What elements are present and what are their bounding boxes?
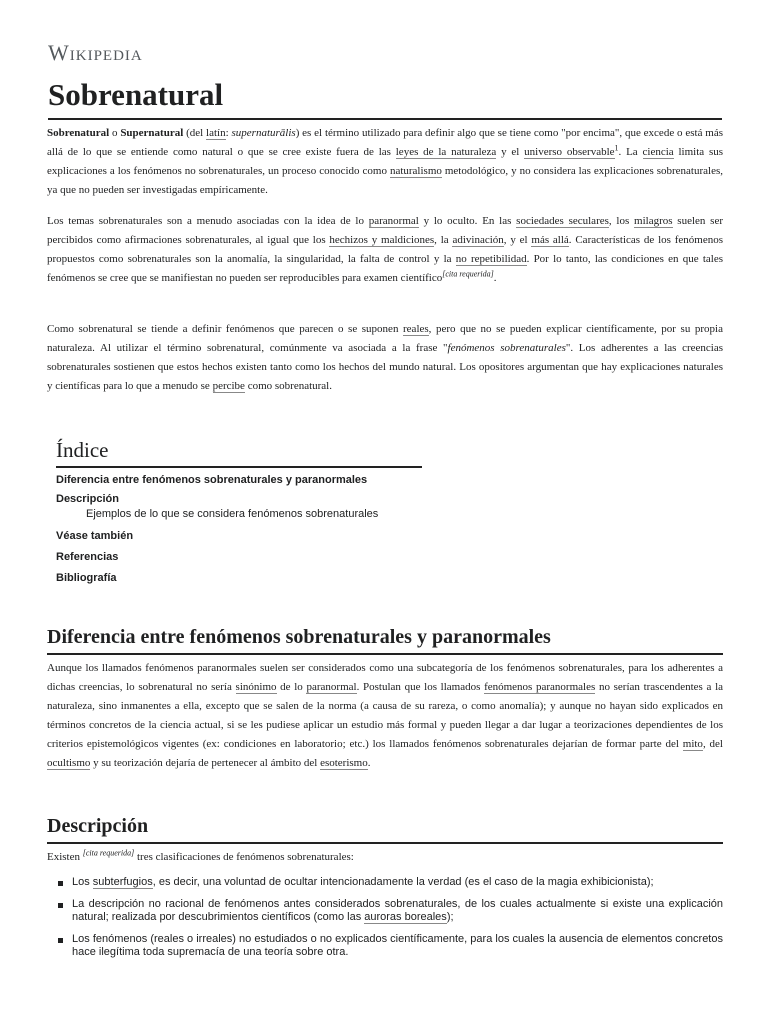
table-of-contents: [56, 436, 422, 590]
toc-title: Índice: [56, 436, 422, 468]
reference-1[interactable]: 1: [614, 143, 619, 153]
intro-paragraph: Sobrenatural o Supernatural (del latín: supernaturālis) es el término utilizado para definir algo que se tiene como "por encima", que excede o está más allá de lo que se entiende como natural o que se cree existe fuera de las leyes de la naturaleza y el universo observable$^1$. La ciencia limita sus explicaciones a los fenómenos no sobrenaturales, un proceso conocido como naturalismo metodológico, y no considera las explicaciones sobrenaturales, ya que no pueden ser investigadas empíricamente.: [47, 127, 724, 196]
citation-needed[interactable]: [cita requerida]: [82, 848, 135, 858]
link-percibe[interactable]: percibe: [212, 380, 245, 392]
toc-item-referencias[interactable]: Referencias: [56, 551, 119, 563]
link-universo-observable[interactable]: universo observable: [524, 146, 615, 158]
citation-needed[interactable]: [cita requerida]: [442, 269, 494, 279]
list-item: Los subterfugios, es decir, una voluntad de ocultar intencionadamente la verdad (es el caso de la magia exhibicionista);: [52, 876, 723, 889]
link-paranormal[interactable]: paranormal: [368, 215, 419, 227]
link-auroras-boreales[interactable]: auroras boreales: [364, 911, 447, 923]
link-leyes-naturaleza[interactable]: leyes de la naturaleza: [395, 146, 497, 158]
term-bold: Supernatural: [120, 127, 184, 139]
link-subterfugios[interactable]: subterfugios: [92, 876, 153, 888]
page-title: Sobrenatural: [48, 76, 722, 120]
link-ocultismo[interactable]: ocultismo: [47, 757, 91, 769]
link-naturalismo[interactable]: naturalismo: [389, 165, 442, 177]
link-mito[interactable]: mito: [682, 738, 703, 750]
paragraph-3: Como sobrenatural se tiende a definir fenómenos que parecen o se suponen reales, pero que no se pueden explicar científicamente, por su propia naturaleza. Al utilizar el término sobrenatural, comúnmente va asociada a la frase "fenómenos sobrenaturales". Los adherentes a las creencias sobrenaturales sostienen que estos hechos existen tanto como los hechos del mundo natural. Los opositores argumentan que hay explicaciones naturales y científicas para lo que a menudo se percibe como sobrenatural.: [47, 323, 723, 392]
toc-item-diferencia[interactable]: Diferencia entre fenómenos sobrenaturales y paranormales: [56, 474, 368, 486]
link-paranormal-2[interactable]: paranormal: [306, 681, 357, 693]
classification-list: [52, 876, 723, 968]
toc-subitem-ejemplos[interactable]: Ejemplos de lo que se considera fenómenos sobrenaturales: [86, 508, 379, 520]
paragraph-2: Los temas sobrenaturales son a menudo asociadas con la idea de lo paranormal y lo oculto. En las sociedades seculares, los milagros suelen ser percibidos como afirmaciones sobrenaturales, al igual que los hechizos y maldiciones, la adivinación, y el más allá. Características de los fenómenos propuestos como sobrenaturales son la anomalía, la singularidad, la falta de control y la no repetibilidad. Por lo tanto, las condiciones en que tales fenómenos se cree que se manifiestan no pueden ser reproducibles para examen científico[cita requerida].: [47, 215, 723, 284]
section-diferencia-paragraph: Aunque los llamados fenómenos paranormales suelen ser considerados como una subcategoría de los fenómenos sobrenaturales, para los adherentes a dichas creencias, lo sobrenatural no sería sinónimo de lo paranormal. Postulan que los llamados fenómenos paranormales no serían trascendentes a la naturaleza, sino inmanentes a ella, excepto que se salen de la norma (a causa de su rareza, o como anomalía); y aunque no hayan sido explicados en términos concretos de la ciencia actual, si se les pudiese aplicar un estudio más formal y pueden llegar a dar lugar a teorizaciones dependientes de los criterios epistemológicos vigentes (ex: condiciones en laboratorio; etc.) los llamados fenómenos sobrenaturales dejarían de formar parte del mito, del ocultismo y su teorización dejaría de pertenecer al ámbito del esoterismo.: [47, 662, 724, 769]
link-hechizos[interactable]: hechizos y maldiciones: [329, 234, 435, 246]
section-heading-descripcion: Descripción: [47, 813, 723, 844]
link-fenomenos-paranormales[interactable]: fenómenos paranormales: [484, 681, 596, 693]
quoted-phrase: fenómenos sobrenaturales: [447, 342, 566, 354]
latin-term: supernaturālis: [231, 127, 296, 139]
link-latin[interactable]: latín: [206, 127, 226, 139]
section-descripcion-intro: Existen [cita requerida] tres clasificaciones de fenómenos sobrenaturales:: [47, 848, 354, 863]
link-no-repetibilidad[interactable]: no repetibilidad: [455, 253, 527, 265]
toc-item-bibliografia[interactable]: Bibliografía: [56, 572, 117, 584]
toc-item-descripcion[interactable]: Descripción: [56, 493, 119, 505]
link-adivinacion[interactable]: adivinación: [452, 234, 504, 246]
list-item: La descripción no racional de fenómenos antes considerados sobrenaturales, de los cuales actualmente si existe una explicación natural; realizada por descubrimientos científicos (como las auroras boreales);: [52, 898, 723, 924]
link-esoterismo[interactable]: esoterismo: [320, 757, 368, 769]
term-bold: Sobrenatural: [47, 127, 110, 139]
link-sociedades-seculares[interactable]: sociedades seculares: [516, 215, 609, 227]
list-item: Los fenómenos (reales o irreales) no estudiados o no explicados científicamente, para los cuales la ausencia de elementos concretos hace ilegítima toda supremacía de una teoría sobre otra.: [52, 933, 723, 959]
link-milagros[interactable]: milagros: [634, 215, 673, 227]
section-heading-diferencia: Diferencia entre fenómenos sobrenaturales y paranormales: [47, 624, 723, 655]
wikipedia-logo[interactable]: Wikipedia: [48, 40, 143, 65]
link-sinonimo[interactable]: sinónimo: [235, 681, 277, 693]
link-mas-alla[interactable]: más allá: [531, 234, 569, 246]
toc-item-vease-tambien[interactable]: Véase también: [56, 530, 134, 542]
link-reales[interactable]: reales: [403, 323, 429, 335]
link-ciencia[interactable]: ciencia: [642, 146, 674, 158]
